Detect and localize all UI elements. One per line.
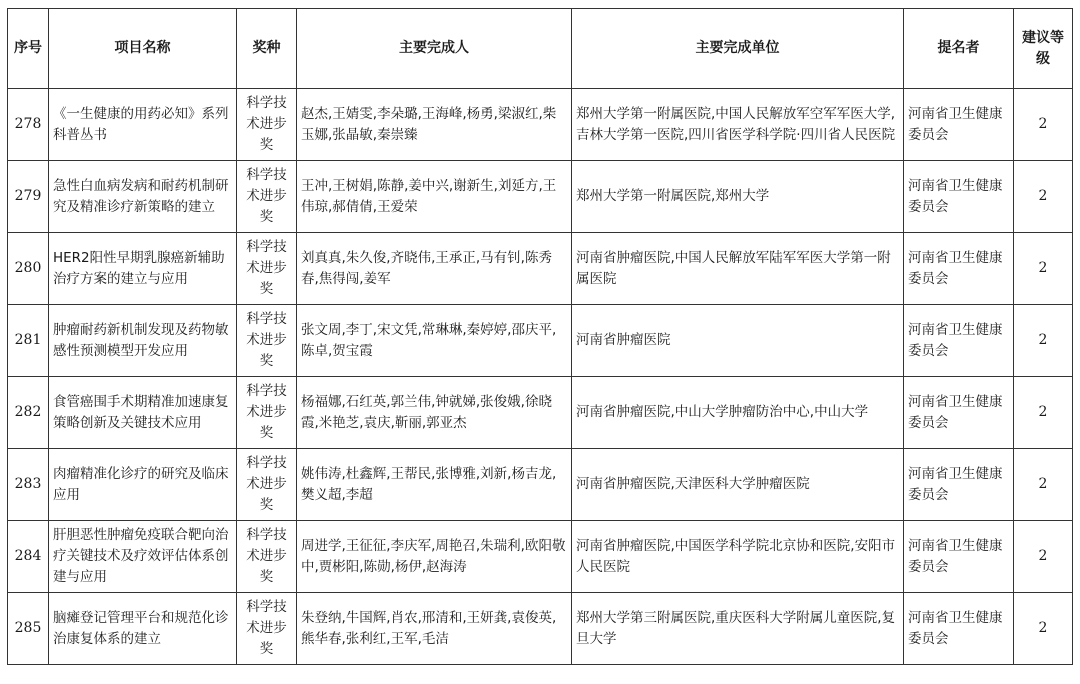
cell-project: 肉瘤精准化诊疗的研究及临床应用 <box>49 449 237 521</box>
table-row <box>8 449 1073 521</box>
cell-people: 姚伟涛,杜鑫辉,王帮民,张博雅,刘新,杨吉龙,樊义超,李超 <box>297 449 572 521</box>
cell-units: 河南省肿瘤医院,中国医学科学院北京协和医院,安阳市人民医院 <box>572 521 904 593</box>
cell-award: 科学技术进步奖 <box>237 521 297 593</box>
cell-no: 279 <box>8 161 49 233</box>
table-row <box>8 89 1073 161</box>
cell-project: 脑瘫登记管理平台和规范化诊治康复体系的建立 <box>49 593 237 665</box>
table-row <box>8 233 1073 305</box>
cell-project: 《一生健康的用药必知》系列科普丛书 <box>49 89 237 161</box>
cell-no: 283 <box>8 449 49 521</box>
cell-level: 2 <box>1014 449 1073 521</box>
cell-award: 科学技术进步奖 <box>237 89 297 161</box>
cell-no: 282 <box>8 377 49 449</box>
award-table <box>7 8 1073 665</box>
cell-no: 284 <box>8 521 49 593</box>
cell-people: 周进学,王征征,李庆军,周艳召,朱瑞利,欧阳敬中,贾彬阳,陈勋,杨伊,赵海涛 <box>297 521 572 593</box>
cell-nominator: 河南省卫生健康委员会 <box>904 377 1014 449</box>
cell-nominator: 河南省卫生健康委员会 <box>904 161 1014 233</box>
award-table-container <box>7 8 1073 665</box>
cell-award: 科学技术进步奖 <box>237 305 297 377</box>
cell-units: 河南省肿瘤医院,天津医科大学肿瘤医院 <box>572 449 904 521</box>
cell-units: 河南省肿瘤医院 <box>572 305 904 377</box>
header-people: 主要完成人 <box>297 9 572 89</box>
cell-nominator: 河南省卫生健康委员会 <box>904 521 1014 593</box>
cell-people: 朱登纳,牛国辉,肖农,邢清和,王妍龚,袁俊英,熊华春,张利红,王军,毛洁 <box>297 593 572 665</box>
cell-units: 郑州大学第一附属医院,中国人民解放军空军军医大学,吉林大学第一医院,四川省医学科学院·四川省人民医院 <box>572 89 904 161</box>
cell-nominator: 河南省卫生健康委员会 <box>904 305 1014 377</box>
cell-award: 科学技术进步奖 <box>237 233 297 305</box>
table-row <box>8 305 1073 377</box>
header-level: 建议等级 <box>1014 9 1073 89</box>
cell-nominator: 河南省卫生健康委员会 <box>904 449 1014 521</box>
table-row <box>8 593 1073 665</box>
header-units: 主要完成单位 <box>572 9 904 89</box>
cell-people: 王冲,王树娟,陈静,姜中兴,谢新生,刘延方,王伟琼,郝倩倩,王爱荣 <box>297 161 572 233</box>
cell-award: 科学技术进步奖 <box>237 377 297 449</box>
header-award: 奖种 <box>237 9 297 89</box>
cell-project: 急性白血病发病和耐药机制研究及精准诊疗新策略的建立 <box>49 161 237 233</box>
cell-level: 2 <box>1014 305 1073 377</box>
cell-no: 281 <box>8 305 49 377</box>
cell-level: 2 <box>1014 89 1073 161</box>
cell-no: 280 <box>8 233 49 305</box>
cell-level: 2 <box>1014 161 1073 233</box>
cell-people: 赵杰,王婧雯,李朵璐,王海峰,杨勇,梁淑红,柴玉娜,张晶敏,秦崇臻 <box>297 89 572 161</box>
cell-units: 郑州大学第一附属医院,郑州大学 <box>572 161 904 233</box>
cell-nominator: 河南省卫生健康委员会 <box>904 593 1014 665</box>
cell-units: 河南省肿瘤医院,中山大学肿瘤防治中心,中山大学 <box>572 377 904 449</box>
cell-units: 河南省肿瘤医院,中国人民解放军陆军军医大学第一附属医院 <box>572 233 904 305</box>
table-header-row <box>8 9 1073 89</box>
cell-project: 肿瘤耐药新机制发现及药物敏感性预测模型开发应用 <box>49 305 237 377</box>
header-project: 项目名称 <box>49 9 237 89</box>
cell-project: 肝胆恶性肿瘤免疫联合靶向治疗关键技术及疗效评估体系创建与应用 <box>49 521 237 593</box>
cell-people: 张文周,李丁,宋文凭,常琳琳,秦婷婷,邵庆平,陈卓,贺宝霞 <box>297 305 572 377</box>
table-row <box>8 377 1073 449</box>
cell-level: 2 <box>1014 377 1073 449</box>
cell-award: 科学技术进步奖 <box>237 161 297 233</box>
cell-no: 278 <box>8 89 49 161</box>
cell-no: 285 <box>8 593 49 665</box>
cell-units: 郑州大学第三附属医院,重庆医科大学附属儿童医院,复旦大学 <box>572 593 904 665</box>
cell-people: 刘真真,朱久俊,齐晓伟,王承正,马有钊,陈秀春,焦得闯,姜军 <box>297 233 572 305</box>
cell-award: 科学技术进步奖 <box>237 449 297 521</box>
cell-project: 食管癌围手术期精准加速康复策略创新及关键技术应用 <box>49 377 237 449</box>
cell-level: 2 <box>1014 593 1073 665</box>
cell-level: 2 <box>1014 233 1073 305</box>
cell-nominator: 河南省卫生健康委员会 <box>904 233 1014 305</box>
cell-nominator: 河南省卫生健康委员会 <box>904 89 1014 161</box>
cell-project: HER2阳性早期乳腺癌新辅助治疗方案的建立与应用 <box>49 233 237 305</box>
header-nominator: 提名者 <box>904 9 1014 89</box>
cell-award: 科学技术进步奖 <box>237 593 297 665</box>
header-no: 序号 <box>8 9 49 89</box>
cell-level: 2 <box>1014 521 1073 593</box>
table-row <box>8 521 1073 593</box>
table-row <box>8 161 1073 233</box>
cell-people: 杨福娜,石红英,郭兰伟,钟就娣,张俊娥,徐晓霞,米艳芝,袁庆,靳丽,郭亚杰 <box>297 377 572 449</box>
